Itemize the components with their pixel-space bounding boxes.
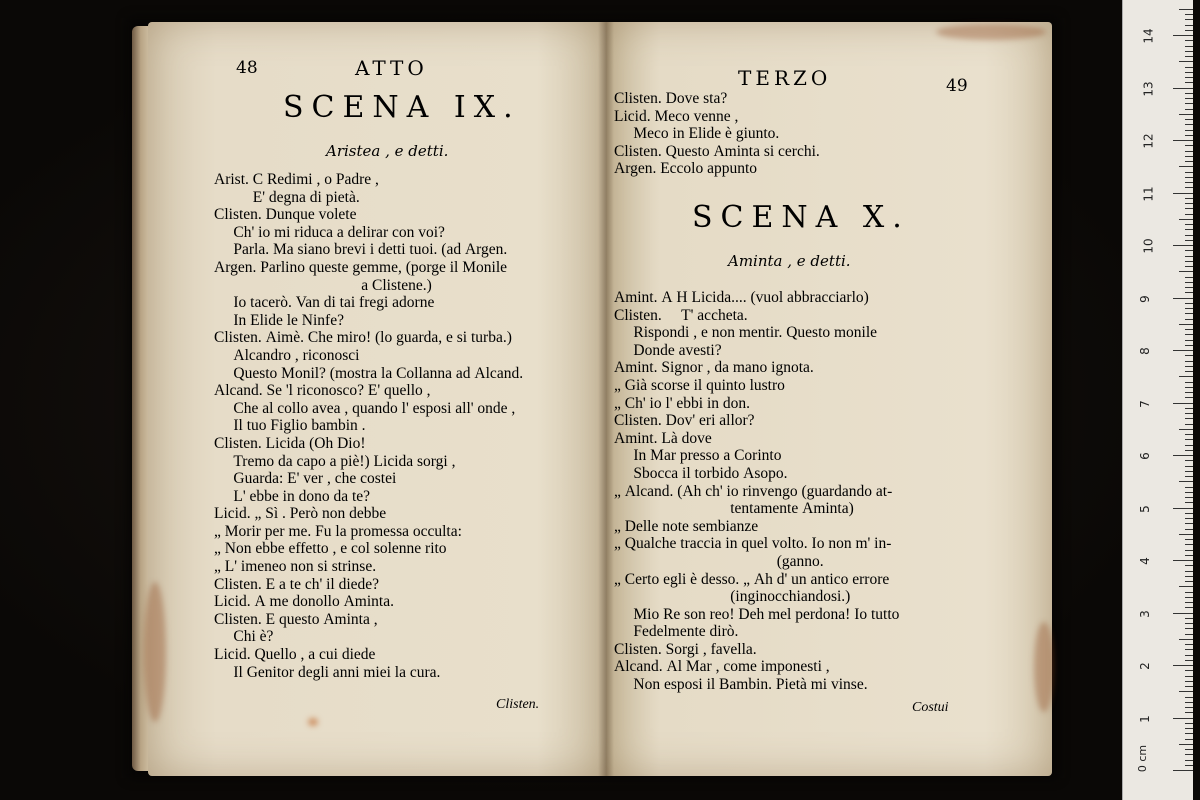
ruler-tick xyxy=(1185,397,1193,398)
text-line: Licid. Meco venne , xyxy=(614,107,739,125)
ruler-tick xyxy=(1185,172,1193,173)
text-line: Arist. C Redimi , o Padre , xyxy=(214,171,379,188)
ruler-tick xyxy=(1185,282,1193,283)
ruler-tick xyxy=(1185,707,1193,708)
ruler-tick xyxy=(1185,476,1193,477)
ruler-tick xyxy=(1185,156,1193,157)
text-line: Fedelmente dirò. xyxy=(614,623,739,641)
text-line: Amint. Là dove xyxy=(614,429,712,447)
ruler-tick xyxy=(1185,229,1193,230)
ruler-number: 12 xyxy=(1141,133,1156,149)
ruler-tick xyxy=(1185,67,1193,68)
ruler-tick xyxy=(1179,324,1193,325)
ruler-tick xyxy=(1185,303,1193,304)
ruler-tick xyxy=(1185,340,1193,341)
ruler-tick xyxy=(1185,161,1193,162)
ruler-tick xyxy=(1185,392,1193,393)
text-line: Clisten. E questo Aminta , xyxy=(214,610,378,628)
ruler-tick xyxy=(1185,130,1193,131)
ruler-number: 2 xyxy=(1137,662,1152,670)
ruler-tick xyxy=(1185,539,1193,540)
ruler-tick xyxy=(1185,655,1193,656)
ruler-tick xyxy=(1185,571,1193,572)
ruler-number: 13 xyxy=(1141,80,1156,97)
text-line: (inginocchiandosi.) xyxy=(614,588,851,606)
text-line: Il tuo Figlio bambin . xyxy=(214,417,366,435)
text-line: Parla. Ma siano brevi i detti tuoi. (ad Argen. xyxy=(214,241,508,259)
text-line: „ Non ebbe effetto , e col solenne rito xyxy=(214,540,447,558)
text-line: L' ebbe in dono da te? xyxy=(214,487,371,505)
ruler-tick xyxy=(1185,487,1193,488)
left-page-text xyxy=(214,171,523,681)
ruler-tick xyxy=(1185,319,1193,320)
ruler-tick xyxy=(1185,93,1193,94)
ruler-tick xyxy=(1185,366,1193,367)
ruler-tick xyxy=(1185,597,1193,598)
text-line: Amint. A H Licida.... (vuol abbracciarlo) xyxy=(614,289,869,306)
ruler-tick xyxy=(1185,670,1193,671)
ruler-tick xyxy=(1179,166,1193,167)
text-line: tentamente Aminta) xyxy=(614,500,854,518)
text-line: Alcandro , riconosci xyxy=(214,346,360,364)
ruler-tick xyxy=(1185,182,1193,183)
ruler-tick xyxy=(1185,214,1193,215)
ruler-tick xyxy=(1185,555,1193,556)
ruler-tick xyxy=(1173,455,1193,456)
ruler-tick xyxy=(1185,40,1193,41)
ruler-tick xyxy=(1185,14,1193,15)
ruler-tick xyxy=(1185,634,1193,635)
edge-stain xyxy=(1034,622,1054,712)
text-line: Clisten. Dov' eri allor? xyxy=(614,412,755,430)
running-head-left: ATTO xyxy=(355,56,428,80)
text-line: Che al collo avea , quando l' esposi all' onde , xyxy=(214,399,516,417)
ruler-number: 6 xyxy=(1137,452,1152,460)
ruler-tick xyxy=(1185,151,1193,152)
spot-stain xyxy=(308,718,318,726)
ruler-number: 7 xyxy=(1137,399,1152,408)
right-page-text xyxy=(614,289,899,694)
ruler-tick xyxy=(1179,376,1193,377)
ruler-tick xyxy=(1185,208,1193,209)
text-line: Sbocca il torbido Asopo. xyxy=(614,464,788,482)
ruler-tick xyxy=(1185,712,1193,713)
text-line: Licid. A me donollo Aminta. xyxy=(214,593,394,611)
ruler-tick xyxy=(1185,345,1193,346)
ruler-tick xyxy=(1179,691,1193,692)
text-line: (ganno. xyxy=(614,552,824,570)
ruler-tick xyxy=(1185,198,1193,199)
ruler-tick xyxy=(1185,103,1193,104)
ruler-tick xyxy=(1185,56,1193,57)
ruler-number: 5 xyxy=(1137,504,1152,513)
ruler-tick xyxy=(1185,649,1193,650)
ruler-tick xyxy=(1185,371,1193,372)
ruler-tick xyxy=(1173,508,1193,509)
ruler-tick xyxy=(1185,450,1193,451)
ruler-tick xyxy=(1185,46,1193,47)
text-line: Alcand. Al Mar , come imponesti , xyxy=(614,658,830,676)
text-line: Meco in Elide è giunto. xyxy=(614,125,780,143)
ruler-tick xyxy=(1185,544,1193,545)
ruler-tick xyxy=(1185,240,1193,241)
ruler-tick xyxy=(1185,124,1193,125)
ruler-tick xyxy=(1185,529,1193,530)
text-line: Guarda: E' ver , che costei xyxy=(214,470,397,488)
ruler-tick xyxy=(1185,82,1193,83)
text-line: a Clistene.) xyxy=(214,276,432,294)
ruler-tick xyxy=(1185,765,1193,766)
ruler-tick xyxy=(1185,408,1193,409)
ruler-tick xyxy=(1185,644,1193,645)
ruler-tick xyxy=(1179,534,1193,535)
ruler-tick xyxy=(1185,471,1193,472)
text-line: Il Genitor degli anni miei la cura. xyxy=(214,663,441,681)
ruler-tick xyxy=(1185,681,1193,682)
ruler-tick xyxy=(1185,445,1193,446)
text-line: „ L' imeneo non si strinse. xyxy=(214,558,377,576)
ruler-tick xyxy=(1185,602,1193,603)
ruler-tick xyxy=(1185,697,1193,698)
ruler-tick xyxy=(1185,256,1193,257)
ruler-tick xyxy=(1185,576,1193,577)
ruler-tick xyxy=(1185,466,1193,467)
ruler-number: 11 xyxy=(1141,185,1156,202)
ruler-tick xyxy=(1173,88,1193,89)
text-line: „ Qualche traccia in quel volto. Io non m' in- xyxy=(614,535,892,553)
ruler-tick xyxy=(1185,592,1193,593)
text-line: Clisten. Aimè. Che miro! (lo guarda, e si turba.) xyxy=(214,329,512,347)
ruler-tick xyxy=(1185,292,1193,293)
scene-subtitle-left: Aristea , e detti. xyxy=(326,142,449,160)
ruler-tick xyxy=(1185,25,1193,26)
ruler-tick xyxy=(1185,235,1193,236)
text-line: Clisten. Dove sta? xyxy=(614,90,728,107)
ruler-tick xyxy=(1185,77,1193,78)
text-line: Donde avesti? xyxy=(614,341,722,359)
ruler-tick xyxy=(1185,749,1193,750)
scene-title-right: SCENA X. xyxy=(692,200,910,235)
ruler-tick xyxy=(1185,261,1193,262)
running-head-right: TERZO xyxy=(738,66,832,90)
ruler-tick xyxy=(1185,523,1193,524)
ruler-tick xyxy=(1185,382,1193,383)
ruler-tick xyxy=(1185,203,1193,204)
text-line: Io tacerò. Van di tai fregi adorne xyxy=(214,294,435,312)
page-number-right: 49 xyxy=(946,76,968,96)
ruler-tick xyxy=(1185,460,1193,461)
ruler-tick xyxy=(1185,135,1193,136)
text-line: Licid. Quello , a cui diede xyxy=(214,646,376,664)
ruler-tick xyxy=(1185,733,1193,734)
ruler-tick xyxy=(1185,287,1193,288)
ruler-tick xyxy=(1173,770,1193,771)
right-page-top-text xyxy=(614,90,820,178)
scene-title-left: SCENA IX. xyxy=(283,90,521,125)
ruler-tick xyxy=(1185,19,1193,20)
ruler-tick xyxy=(1185,250,1193,251)
ruler-tick xyxy=(1185,109,1193,110)
ruler-tick xyxy=(1185,224,1193,225)
ruler-unit-label: 0 cm xyxy=(1136,744,1150,773)
ruler-number: 1 xyxy=(1137,714,1152,723)
text-line: Clisten. T' accheta. xyxy=(614,306,748,324)
text-line: Tremo da capo a piè!) Licida sorgi , xyxy=(214,452,456,470)
text-line: Clisten. Sorgi , favella. xyxy=(614,640,757,658)
text-line: In Elide le Ninfe? xyxy=(214,311,344,329)
text-line: Clisten. Licida (Oh Dio! xyxy=(214,434,366,452)
ruler-tick xyxy=(1185,618,1193,619)
ruler-tick xyxy=(1179,219,1193,220)
ruler-tick xyxy=(1185,361,1193,362)
ruler-tick xyxy=(1185,497,1193,498)
text-line: Clisten. Questo Aminta si cerchi. xyxy=(614,142,820,160)
ruler-tick xyxy=(1179,271,1193,272)
ruler-tick xyxy=(1179,481,1193,482)
ruler-tick xyxy=(1173,403,1193,404)
text-line: Clisten. E a te ch' il diede? xyxy=(214,575,380,593)
text-line: Ch' io mi riduca a delirar con voi? xyxy=(214,223,445,241)
text-line: Amint. Signor , da mano ignota. xyxy=(614,359,814,377)
ruler-number: 10 xyxy=(1141,238,1156,254)
ruler-tick xyxy=(1185,387,1193,388)
ruler-tick xyxy=(1179,114,1193,115)
ruler-tick xyxy=(1185,686,1193,687)
ruler-tick xyxy=(1185,145,1193,146)
ruler-tick xyxy=(1185,266,1193,267)
measurement-ruler xyxy=(1122,0,1193,800)
ruler-tick xyxy=(1185,119,1193,120)
ruler-tick xyxy=(1185,754,1193,755)
ruler-tick xyxy=(1173,350,1193,351)
page-number-left: 48 xyxy=(236,58,258,78)
ruler-tick xyxy=(1185,676,1193,677)
ruler-tick xyxy=(1173,298,1193,299)
ruler-tick xyxy=(1185,308,1193,309)
text-line: „ Delle note sembianze xyxy=(614,517,759,535)
ruler-tick xyxy=(1179,9,1193,10)
ruler-tick xyxy=(1185,329,1193,330)
ruler-tick xyxy=(1185,72,1193,73)
ruler-number: 4 xyxy=(1137,557,1152,565)
catchword-left: Clisten. xyxy=(496,697,540,712)
text-line: „ Morir per me. Fu la promessa occulta: xyxy=(214,522,462,540)
text-line: Rispondi , e non mentir. Questo monile xyxy=(614,324,878,342)
ruler-tick xyxy=(1185,739,1193,740)
text-line: „ Già scorse il quinto lustro xyxy=(614,376,785,394)
ruler-tick xyxy=(1185,502,1193,503)
ruler-tick xyxy=(1185,277,1193,278)
ruler-tick xyxy=(1185,434,1193,435)
text-line: „ Alcand. (Ah ch' io rinvengo (guardando at- xyxy=(614,482,893,500)
ruler-tick xyxy=(1185,30,1193,31)
text-line: Licid. „ Sì . Però non debbe xyxy=(214,505,387,523)
ruler-tick xyxy=(1179,586,1193,587)
ruler-tick xyxy=(1173,193,1193,194)
text-line: Argen. Eccolo appunto xyxy=(614,160,758,178)
ruler-tick xyxy=(1185,424,1193,425)
ruler-tick xyxy=(1173,665,1193,666)
text-line: Mio Re son reo! Deh mel perdona! Io tutto xyxy=(614,605,900,623)
ruler-tick xyxy=(1185,723,1193,724)
scene-subtitle-right: Aminta , e detti. xyxy=(728,252,851,270)
ruler-tick xyxy=(1185,98,1193,99)
ruler-tick xyxy=(1185,628,1193,629)
text-line: Questo Monil? (mostra la Collanna ad Alcand. xyxy=(214,364,524,382)
ruler-tick xyxy=(1185,439,1193,440)
ruler-tick xyxy=(1185,760,1193,761)
text-line: Alcand. Se 'l riconosco? E' quello , xyxy=(214,382,431,400)
ruler-tick xyxy=(1185,418,1193,419)
catchword-right: Costui xyxy=(912,700,949,715)
ruler-tick xyxy=(1185,187,1193,188)
ruler-tick xyxy=(1179,61,1193,62)
ruler-tick xyxy=(1185,623,1193,624)
ruler-number: 9 xyxy=(1137,294,1152,303)
ruler-tick xyxy=(1173,35,1193,36)
ruler-number: 3 xyxy=(1137,609,1152,618)
ruler-number: 8 xyxy=(1137,347,1152,355)
ruler-tick xyxy=(1185,513,1193,514)
ruler-tick xyxy=(1185,313,1193,314)
ruler-tick xyxy=(1173,560,1193,561)
text-line: E' degna di pietà. xyxy=(214,188,360,206)
top-stain xyxy=(936,24,1046,40)
text-line: „ Certo egli è desso. „ Ah d' un antico errore xyxy=(614,570,890,588)
ruler-tick xyxy=(1185,413,1193,414)
ruler-tick xyxy=(1185,51,1193,52)
text-line: „ Ch' io l' ebbi in don. xyxy=(614,394,751,412)
ruler-tick xyxy=(1185,177,1193,178)
text-line: Non esposi il Bambin. Pietà mi vinse. xyxy=(614,676,868,694)
ruler-tick xyxy=(1185,607,1193,608)
edge-stain xyxy=(144,582,166,722)
ruler-tick xyxy=(1185,581,1193,582)
ruler-tick xyxy=(1185,492,1193,493)
ruler-number: 14 xyxy=(1141,28,1156,44)
ruler-tick xyxy=(1185,660,1193,661)
text-line: Clisten. Dunque volete xyxy=(214,206,357,224)
ruler-tick xyxy=(1185,702,1193,703)
ruler-tick xyxy=(1179,639,1193,640)
ruler-tick xyxy=(1185,565,1193,566)
ruler-tick xyxy=(1173,613,1193,614)
ruler-tick xyxy=(1179,744,1193,745)
ruler-tick xyxy=(1185,728,1193,729)
ruler-tick xyxy=(1173,245,1193,246)
ruler-tick xyxy=(1185,550,1193,551)
ruler-tick xyxy=(1185,518,1193,519)
text-line: Argen. Parlino queste gemme, (porge il Monile xyxy=(214,258,508,276)
ruler-tick xyxy=(1179,429,1193,430)
text-line: In Mar presso a Corinto xyxy=(614,447,782,465)
ruler-tick xyxy=(1173,718,1193,719)
ruler-tick xyxy=(1185,334,1193,335)
book-gutter xyxy=(598,22,614,776)
ruler-tick xyxy=(1185,355,1193,356)
text-line: Chi è? xyxy=(214,628,274,646)
ruler-tick xyxy=(1173,140,1193,141)
